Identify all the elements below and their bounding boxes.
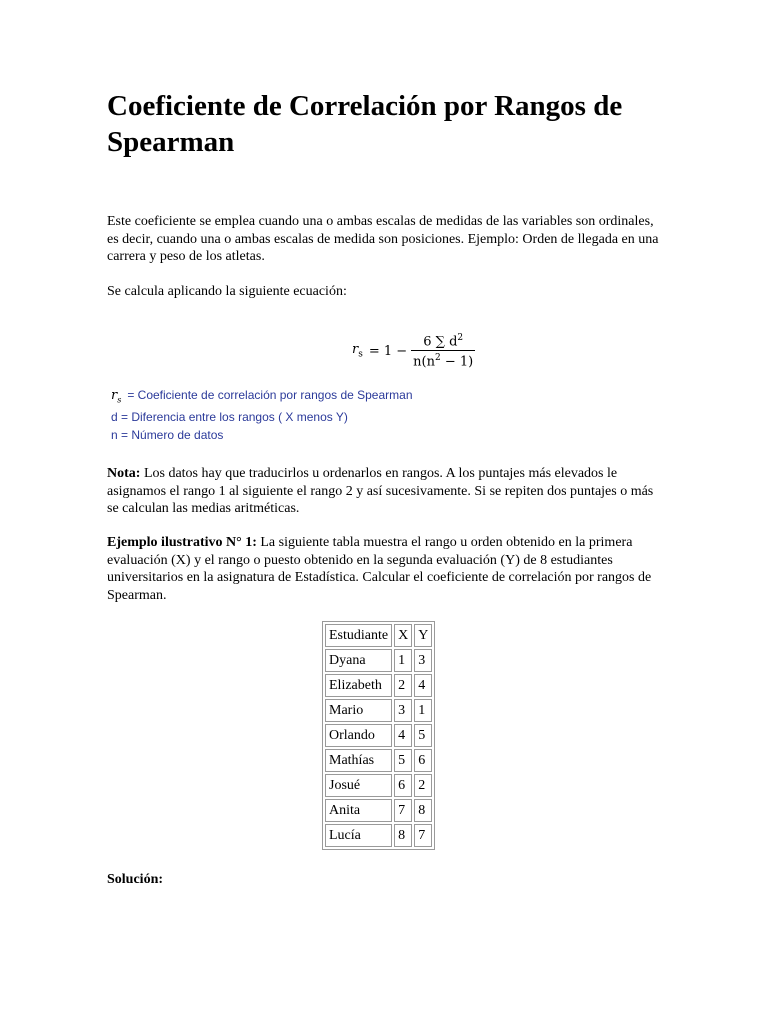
calc-paragraph: Se calcula aplicando la siguiente ecuación: (107, 284, 347, 299)
table-cell: 6 (414, 749, 432, 772)
table-cell: 3 (414, 649, 432, 672)
solucion-label: Solución: (107, 872, 164, 887)
table-cell: 1 (414, 699, 432, 722)
table-cell: 3 (394, 699, 412, 722)
table-row (325, 749, 432, 772)
table-cell: 5 (414, 724, 432, 747)
table-header-cell: X (394, 624, 412, 647)
table-cell: 8 (394, 824, 412, 847)
table-cell: Josué (325, 774, 392, 797)
legend-n-line: n = Número de datos (111, 427, 224, 442)
ejemplo-text: La siguiente tabla muestra el rango u orden obtenido en la primera evaluación (X) y el rango o puesto obtenido en la segunda evaluación (Y) de 8 estudiantes universitarios en la asignatura de Estadística. Calcular el coeficiente de correlación por rangos de Spearman. (107, 535, 652, 603)
formula-numerator: 6 ∑ $d^2$ (423, 332, 464, 349)
table-header-row (325, 624, 432, 647)
table-row (325, 674, 432, 697)
ejemplo-paragraph (107, 534, 663, 604)
table-cell: Mario (325, 699, 392, 722)
table-cell: 6 (394, 774, 412, 797)
nota-label: Nota: (107, 466, 141, 481)
table-cell: Orlando (325, 724, 392, 747)
table-row (325, 724, 432, 747)
table-cell: 7 (414, 824, 432, 847)
table-cell: 5 (394, 749, 412, 772)
legend-d-line: d = Diferencia entre los rangos ( X menos Y) (111, 410, 348, 425)
table-cell: 7 (394, 799, 412, 822)
table-cell: 2 (394, 674, 412, 697)
table-cell: Dyana (325, 649, 392, 672)
table-cell: Lucía (325, 824, 392, 847)
nota-text: Los datos hay que traducirlos u ordenarlos en rangos. A los puntajes más elevados le asignamos el rango 1 al siguiente el rango 2 y así sucesivamente. Si se repiten dos puntajes o más se calculan las medias aritméticas. (107, 466, 654, 517)
table-header-cell: Y (414, 624, 432, 647)
table-cell: Elizabeth (325, 674, 392, 697)
ejemplo-label: Ejemplo ilustrativo N° 1: (107, 535, 257, 550)
table-row (325, 699, 432, 722)
formula-equals: = 1 − (368, 343, 408, 359)
table-row (325, 824, 432, 847)
table-cell: 2 (414, 774, 432, 797)
table-row (325, 649, 432, 672)
legend-rs-line: $r_s$ = Coeficiente de correlación por rangos de Spearman (111, 388, 413, 405)
formula-denominator: $n(n^2 - 1)$ (411, 350, 475, 369)
table-cell: 4 (394, 724, 412, 747)
formula-lhs: $r_s$ (352, 342, 363, 360)
table-cell: Anita (325, 799, 392, 822)
table-row (325, 799, 432, 822)
table-row (325, 774, 432, 797)
ranks-table (322, 621, 435, 850)
table-cell: Mathías (325, 749, 392, 772)
intro-paragraph: Este coeficiente se emplea cuando una o ambas escalas de medidas de las variables son ordinales, es decir, cuando una o ambas escalas de medida son posiciones. Ejemplo: Orden de llegada en una carrera y peso de los atletas. (107, 214, 659, 265)
spearman-formula (352, 328, 475, 374)
table-cell: 8 (414, 799, 432, 822)
table-cell: 4 (414, 674, 432, 697)
formula-fraction (411, 333, 475, 370)
table-cell: 1 (394, 649, 412, 672)
page-title: Coeficiente de Correlación por Rangos de Spearman (107, 90, 623, 158)
formula-legend (111, 387, 413, 444)
table-header-cell: Estudiante (325, 624, 392, 647)
nota-paragraph (107, 465, 663, 518)
